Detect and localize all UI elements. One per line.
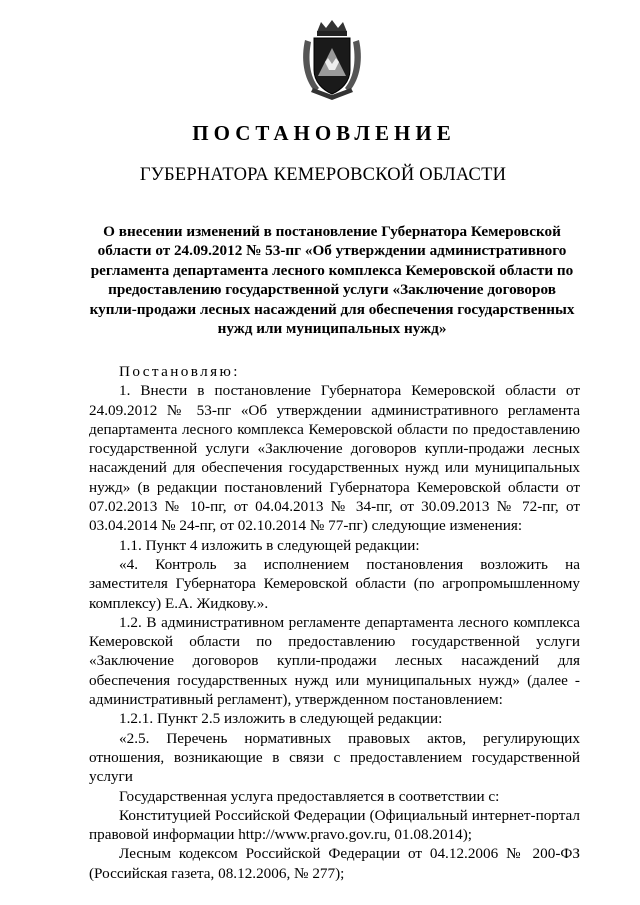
paragraph: 1.2. В административном регламенте департамента лесного комплекса Кемеровской области по предоставлению государственной услуги «Заключение договоров купли-продажи лесных насаждений для обеспечения государственных нужд или муниципальных нужд» (далее - административный регламент), утвержденном постановлением: bbox=[89, 613, 580, 709]
paragraph: «2.5. Перечень нормативных правовых актов, регулирующих отношения, возникающие в связи с предоставлением государственной услуги bbox=[89, 729, 580, 786]
paragraph: 1.2.1. Пункт 2.5 изложить в следующей редакции: bbox=[119, 710, 443, 728]
paragraph: «4. Контроль за исполнением постановления возложить на заместителя Губернатора Кемеровской области (по агропромышленному комплексу) Е.А. Жидкову.». bbox=[89, 555, 580, 612]
paragraph: Государственная услуга предоставляется в соответствии с: bbox=[119, 787, 500, 805]
document-heading: О внесении изменений в постановление Губернатора Кемеровской области от 24.09.2012 № 53-пг «Об утверждении административного регламента департамента лесного комплекса Кемеровской области по предоставлению государственной услуги «Заключение договоров купли-продажи лесных насаждений для обеспечения государственных нужд или муниципальных нужд» bbox=[89, 223, 575, 338]
document-subtitle: ГУБЕРНАТОРА КЕМЕРОВСКОЙ ОБЛАСТИ bbox=[139, 165, 507, 185]
paragraph: 1.1. Пункт 4 изложить в следующей редакции: bbox=[119, 536, 420, 554]
document-body bbox=[89, 362, 580, 883]
document-title: ПОСТАНОВЛЕНИЕ bbox=[192, 121, 456, 145]
resolve-line: Постановляю: bbox=[119, 363, 240, 380]
paragraph: Лесным кодексом Российской Федерации от 04.12.2006 № 200-ФЗ (Российская газета, 08.12.2006, № 277); bbox=[89, 845, 580, 882]
paragraph: 1. Внести в постановление Губернатора Кемеровской области от 24.09.2012 № 53-пг «Об утверждении административного регламента департамента лесного комплекса Кемеровской области по предоставлению государственной услуги «Заключение договоров купли-продажи лесных насаждений для обеспечения государственных нужд или муниципальных нужд» (в редакции постановлений Губернатора Кемеровской области от 07.02.2013 № 10-пг, от 04.04.2013 № 34-пг, от 30.09.2013 № 72-пг, от 03.04.2014 № 24-пг, от 02.10.2014 № 77-пг) следующие изменения: bbox=[89, 382, 580, 535]
paragraph: Конституцией Российской Федерации (Официальный интернет-портал правовой информации http://www.pravo.gov.ru, 01.08.2014); bbox=[89, 806, 580, 844]
coat-of-arms-icon bbox=[297, 18, 367, 102]
